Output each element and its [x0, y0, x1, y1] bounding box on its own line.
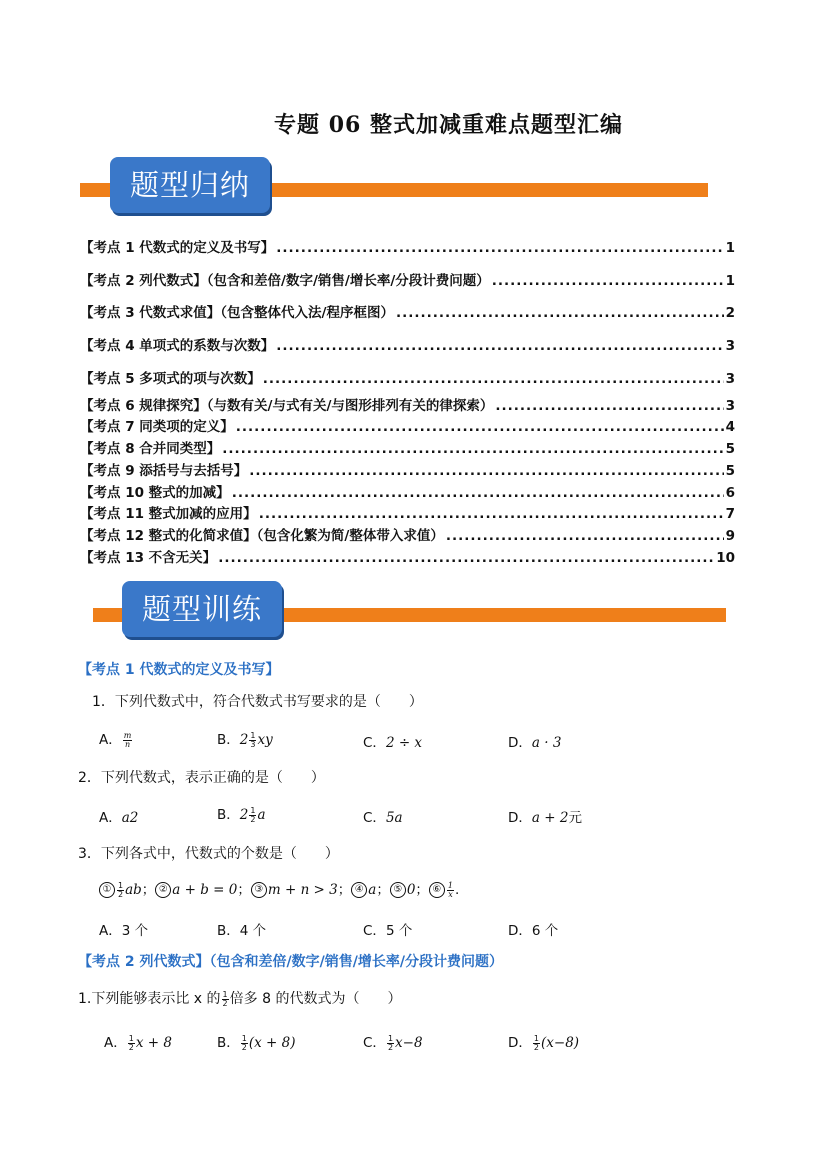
q4-option-d: D． $\frac{1}{2}$ (x−8)	[508, 1033, 580, 1052]
toc-leader-dots	[249, 463, 723, 479]
toc-label: 【考点 12 整式的化简求值】（包含化繁为简/整体带入求值）	[80, 528, 444, 544]
toc-row[interactable]	[80, 415, 735, 435]
q4-option-c: C． $\frac{1}{2}$ x−8	[363, 1033, 423, 1052]
toc-leader-dots	[263, 371, 724, 387]
toc-row[interactable]	[80, 524, 735, 544]
section-heading-2: 【考点 2 列代数式】（包含和差倍/数字/销售/增长率/分段计费问题）	[78, 954, 503, 970]
toc-label: 【考点 10 整式的加减】	[80, 485, 230, 501]
toc-leader-dots	[218, 550, 714, 566]
q4-option-b: B． $\frac{1}{2}$ (x + 8)	[217, 1033, 296, 1052]
toc-row[interactable]	[80, 394, 735, 414]
toc-page-number: 10	[716, 550, 735, 566]
toc-leader-dots	[396, 305, 724, 321]
q3-option-d: D．6 个	[508, 923, 559, 939]
banner-training: 题型训练	[122, 581, 282, 637]
toc-row[interactable]	[80, 502, 735, 522]
section-heading-1: 【考点 1 代数式的定义及书写】	[78, 662, 280, 678]
toc-label: 【考点 3 代数式求值】（包含整体代入法/程序框图）	[80, 305, 394, 321]
q3-option-c: C．5 个	[363, 923, 413, 939]
q3-expression-list: ① $\frac{1}{2}$ ab； ② a + b = 0； ③ m + n > 3； ④ a； ⑤ 0； ⑥ $\frac{1}{x}$ .	[99, 878, 459, 899]
toc-page-number: 4	[725, 419, 735, 435]
toc-row[interactable]	[80, 236, 735, 256]
q3-option-a: A．3 个	[99, 923, 149, 939]
question-1-stem: 1．下列代数式中，符合代数式书写要求的是（ ）	[92, 694, 423, 710]
toc-leader-dots	[492, 273, 724, 289]
toc-page-number: 5	[725, 463, 735, 479]
toc-page-number: 3	[725, 371, 735, 387]
toc-row[interactable]	[80, 301, 735, 321]
q3-option-b: B．4 个	[217, 923, 267, 939]
toc-label: 【考点 2 列代数式】（包含和差倍/数字/销售/增长率/分段计费问题）	[80, 273, 490, 289]
toc-leader-dots	[495, 398, 723, 414]
toc-leader-dots	[259, 506, 724, 522]
toc-row[interactable]	[80, 269, 735, 289]
toc-page-number: 2	[725, 305, 735, 321]
toc-label: 【考点 9 添括号与去括号】	[80, 463, 248, 479]
toc-label: 【考点 6 规律探究】（与数有关/与式有关/与图形排列有关的律探索）	[80, 398, 494, 414]
q2-option-c: C．5a	[363, 810, 403, 826]
toc-label: 【考点 4 单项式的系数与次数】	[80, 338, 275, 354]
toc-leader-dots	[222, 441, 723, 457]
toc-page-number: 1	[725, 240, 735, 256]
toc-label: 【考点 5 多项式的项与次数】	[80, 371, 261, 387]
question-3-stem: 3．下列各式中，代数式的个数是（ ）	[78, 846, 339, 862]
q1-option-a: A． $\frac{m}{n}$	[99, 730, 132, 749]
toc-leader-dots	[276, 338, 723, 354]
toc-leader-dots	[236, 419, 724, 435]
toc-page-number: 3	[725, 338, 735, 354]
toc-row[interactable]	[80, 437, 735, 457]
toc-page-number: 1	[725, 273, 735, 289]
toc-page-number: 9	[725, 528, 735, 544]
toc-row[interactable]	[80, 334, 735, 354]
toc-label: 【考点 7 同类项的定义】	[80, 419, 234, 435]
q2-option-d: D．a + 2元	[508, 810, 582, 826]
q2-option-a: A．a2	[99, 810, 139, 826]
toc-page-number: 3	[725, 398, 735, 414]
toc-row[interactable]	[80, 367, 735, 387]
toc-page-number: 6	[725, 485, 735, 501]
toc-label: 【考点 13 不含无关】	[80, 550, 217, 566]
toc-label: 【考点 11 整式加减的应用】	[80, 506, 257, 522]
toc-row[interactable]	[80, 481, 735, 501]
toc-leader-dots	[446, 528, 724, 544]
question-4-stem: 1.下列能够表示比 x 的 $\frac{1}{2}$ 倍多 8 的代数式为（ ）	[78, 989, 402, 1008]
toc-row[interactable]	[80, 546, 735, 566]
toc-label: 【考点 8 合并同类型】	[80, 441, 221, 457]
banner-summary: 题型归纳	[110, 157, 270, 213]
toc-page-number: 5	[725, 441, 735, 457]
question-2-stem: 2．下列代数式，表示正确的是（ ）	[78, 770, 325, 786]
q4-option-a: A． $\frac{1}{2}$ x + 8	[104, 1033, 172, 1052]
q2-option-b: B．2 $\frac{1}{2}$ a	[217, 805, 266, 824]
q1-option-b: B．2 $\frac{1}{3}$ xy	[217, 730, 273, 749]
toc-leader-dots	[232, 485, 724, 501]
page-title: 专题 06 整式加减重难点题型汇编	[274, 112, 623, 138]
q1-option-d: D．a · 3	[508, 735, 562, 751]
toc-row[interactable]	[80, 459, 735, 479]
toc-page-number: 7	[725, 506, 735, 522]
q1-option-c: C．2 ÷ x	[363, 735, 423, 751]
toc-label: 【考点 1 代数式的定义及书写】	[80, 240, 275, 256]
toc-leader-dots	[276, 240, 723, 256]
